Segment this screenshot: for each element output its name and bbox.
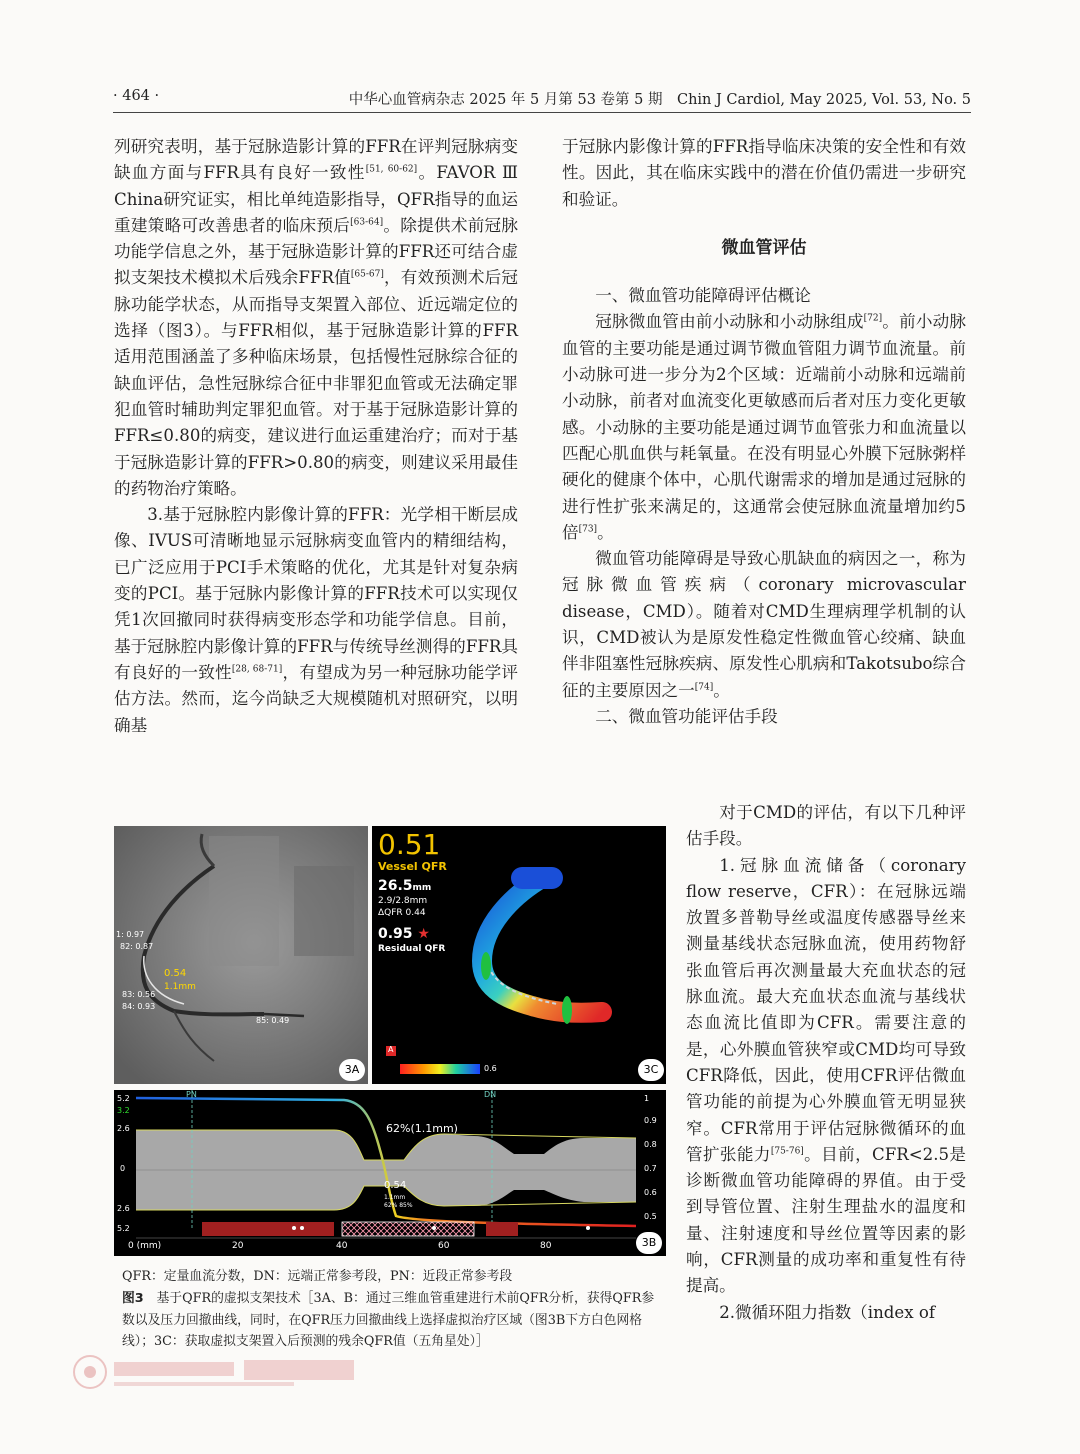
page-number: · 464 ·	[113, 88, 160, 104]
subsection-title: 一、微血管功能障碍评估概论	[595, 286, 811, 306]
paragraph: 1.冠脉血流储备（coronary flow reserve，CFR）：在冠脉远端放置多普勒导丝或温度传感器导丝来测量基线状态冠脉血流，使用药物舒张血管后再次测量最大充血状态的冠脉血流。最大充血状态血流与基线状态血流比值即为CFR。需要注意的是，心外膜血管狭窄或CMD均可导致CFR降低，因此，使用CFR评估微血管功能的前提为心外膜血管无明显狭窄。CFR常用于评估冠脉微循环的血管扩张能力[75-76]。目前，CFR<2.5是诊断微血管功能障碍的界值。由于受到导管位置、注射生理盐水的温度和量、注射速度和导丝位置等因素的影响，CFR测量的成功率和重复性有待提高。	[686, 855, 967, 1296]
panel-badge: 3B	[636, 1232, 662, 1254]
vessel-qfr-label: Vessel QFR	[378, 860, 447, 873]
label: 85: 0.49	[256, 1016, 290, 1025]
angiogram-image	[114, 826, 368, 1084]
label: 82: 0.87	[120, 942, 154, 951]
y2-tick: 1	[644, 1094, 650, 1103]
caption-abbreviations: QFR：定量血流分数，DN：远端正常参考段，PN：近段正常参考段	[122, 1269, 513, 1284]
panel-3b-pullback-curve	[114, 1090, 666, 1256]
x-tick: 60	[438, 1241, 450, 1251]
paragraph: 列研究表明，基于冠脉造影计算的FFR在评判冠脉病变缺血方面与FFR具有良好一致性[51, 60-62]。FAVOR Ⅲ China研究证实，相比单纯造影指导，QFR指导的血运重建策略可改善患者的临床预后[63-64]。除提供术前冠脉功能学信息之外，基于冠脉造影计算的FFR还可结合虚拟支架技术模拟术后残余FFR值[65-67]，有效预测术后冠脉功能学状态，从而指导支架置入部位、近远端定位的选择（图3）。与FFR相似，基于冠脉造影计算的FFR适用范围涵盖了多种临床场景，包括慢性冠脉综合征的缺血评估，急性冠脉综合征中非罪犯血管或无法确定罪犯血管时辅助判定罪犯血管。对于基于冠脉造影计算的FFR≤0.80的病变，建议进行血运重建治疗；而对于基于冠脉造影计算的FFR>0.80的病变，则建议采用最佳的药物治疗策略。	[114, 137, 519, 498]
paragraph: 对于CMD的评估，有以下几种评估手段。	[686, 803, 966, 849]
delta-qfr: ΔQFR 0.44	[378, 908, 426, 918]
reference[interactable]: [74]	[694, 682, 714, 693]
pullback-plot	[114, 1090, 666, 1256]
y-tick: 0	[120, 1164, 126, 1173]
y2-tick: 0.8	[644, 1140, 657, 1149]
publisher-logo-image	[70, 1352, 360, 1394]
reference[interactable]: [72]	[863, 313, 883, 324]
paragraph: 3.基于冠脉腔内影像计算的FFR：光学相干断层成像、IVUS可清晰地显示冠脉病变血管内的精细结构，已广泛应用于PCI手术策略的优化，尤其是针对复杂病变的PCI。基于冠脉内影像计算的FFR技术可以实现仅凭1次回撤同时获得病变形态学和功能学信息。目前，基于冠脉腔内影像计算的FFR与传统导丝测得的FFR具有良好的一致性[28, 68-71]，有望成为另一种冠脉功能学评估方法。然而，迄今尚缺乏大规模随机对照研究，以明确基	[114, 505, 518, 735]
qfr-value: 0.54	[384, 1180, 407, 1191]
right-column-narrow	[686, 800, 966, 1326]
paragraph: 冠脉微血管由前小动脉和小动脉组成[72]。前小动脉血管的主要功能是通过调节微血管阻力调节血流量。前小动脉可进一步分为2个区域：近端前小动脉和远端前小动脉，前者对血流变化更敏感而后者对压力变化更敏感。小动脉的主要功能是通过调节血管张力和血流量以匹配心肌血供与耗氧量。在没有明显心外膜下冠脉粥样硬化的健康个体中，心肌代谢需求的增加是通过冠脉的进行性扩张来满足的，这通常会使冠脉血流量增加约5倍[73]。	[562, 312, 967, 542]
label: 0.54	[164, 968, 187, 979]
qfr-sub: 1.1mm	[384, 1194, 406, 1201]
section-title: 微血管评估	[721, 237, 807, 258]
color-scale-max: 0.6	[484, 1064, 497, 1073]
figure-caption	[122, 1266, 662, 1353]
publisher-logo	[70, 1352, 360, 1394]
subsection-title: 二、微血管功能评估手段	[595, 706, 778, 726]
journal-citation: 中华心血管病杂志 2025 年 5 月第 53 卷第 5 期 Chin J Cardiol, May 2025, Vol. 53, No. 5	[348, 92, 971, 108]
pn-label: PN	[186, 1090, 197, 1099]
vessel-3d-model	[372, 826, 666, 1084]
x-tick: 80	[540, 1241, 552, 1251]
y2-tick: 0.9	[644, 1116, 657, 1125]
paragraph: 于冠脉内影像计算的FFR指导临床决策的安全性和有效性。因此，其在临床实践中的潜在价值仍需进一步研究和验证。	[562, 137, 966, 209]
panel-badge: 3A	[339, 1059, 365, 1081]
y2-tick: 0.6	[644, 1188, 657, 1197]
length-value: 26.5mm	[378, 878, 432, 894]
figure-3	[114, 826, 666, 1256]
paragraph: 2.微循环阻力指数（index of	[719, 1302, 935, 1322]
label: 1.1mm	[164, 982, 196, 992]
y2-tick: 0.7	[644, 1164, 657, 1173]
residual-qfr-value: 0.95 ★	[378, 926, 430, 942]
diameter: 2.9/2.8mm	[378, 896, 428, 906]
label: 83: 0.56	[122, 990, 156, 999]
reference[interactable]: [51, 60-62]	[365, 164, 418, 175]
x-tick: 20	[232, 1241, 244, 1251]
x-tick: 40	[336, 1241, 348, 1251]
reference[interactable]: [65-67]	[350, 269, 384, 280]
caption-text: 图3 基于QFR的虚拟支架技术［3A、B：通过三维血管重建进行术前QFR分析，获得QFR参数以及压力回撤曲线，同时，在QFR压力回撤曲线上选择虚拟治疗区域（图3B下方白色网格线）；3C：获取虚拟支架置入后预测的残余QFR值（五角星处）］	[122, 1290, 655, 1350]
panel-3c-reconstruction	[372, 826, 666, 1084]
vessel-qfr-value: 0.51	[378, 828, 441, 861]
label: 1: 0.97	[116, 930, 145, 939]
caption-label: 图3	[122, 1290, 144, 1306]
star-icon: ★	[417, 926, 430, 942]
reference[interactable]: [63-64]	[350, 217, 384, 228]
running-header	[113, 86, 971, 113]
paragraph: 微血管功能障碍是导致心肌缺血的病因之一，称为冠脉微血管疾病（coronary microvascular disease，CMD）。随着对CMD生理病理学机制的认识，CMD被认为是原发性稳定性微血管心绞痛、缺血伴非阻塞性冠脉疾病、原发性心肌病和Takotsubo综合征的主要原因之一[74]。	[562, 549, 966, 700]
marker-a: A	[388, 1045, 394, 1054]
reference[interactable]: [73]	[578, 524, 598, 535]
reference[interactable]: [75-76]	[770, 1146, 804, 1157]
right-column	[562, 134, 966, 730]
qfr-sub: 62% 85%	[384, 1202, 413, 1209]
y2-tick: 0.5	[644, 1212, 657, 1221]
y-tick: 5.2	[117, 1224, 130, 1233]
panel-3a-angiogram	[114, 826, 368, 1084]
y-tick: 2.6	[117, 1124, 130, 1133]
panel-badge: 3C	[638, 1059, 664, 1081]
x-tick: 0 (mm)	[128, 1241, 162, 1251]
residual-qfr-label: Residual QFR	[378, 944, 446, 954]
y-tick: 3.2	[117, 1106, 130, 1115]
reference[interactable]: [28, 68-71]	[231, 664, 283, 675]
left-column	[114, 134, 518, 739]
dn-label: DN	[484, 1090, 497, 1099]
y-tick: 2.6	[117, 1204, 130, 1213]
stenosis-label: 62%(1.1mm)	[386, 1122, 458, 1135]
y-tick: 5.2	[117, 1094, 130, 1103]
label: 84: 0.93	[122, 1002, 156, 1011]
